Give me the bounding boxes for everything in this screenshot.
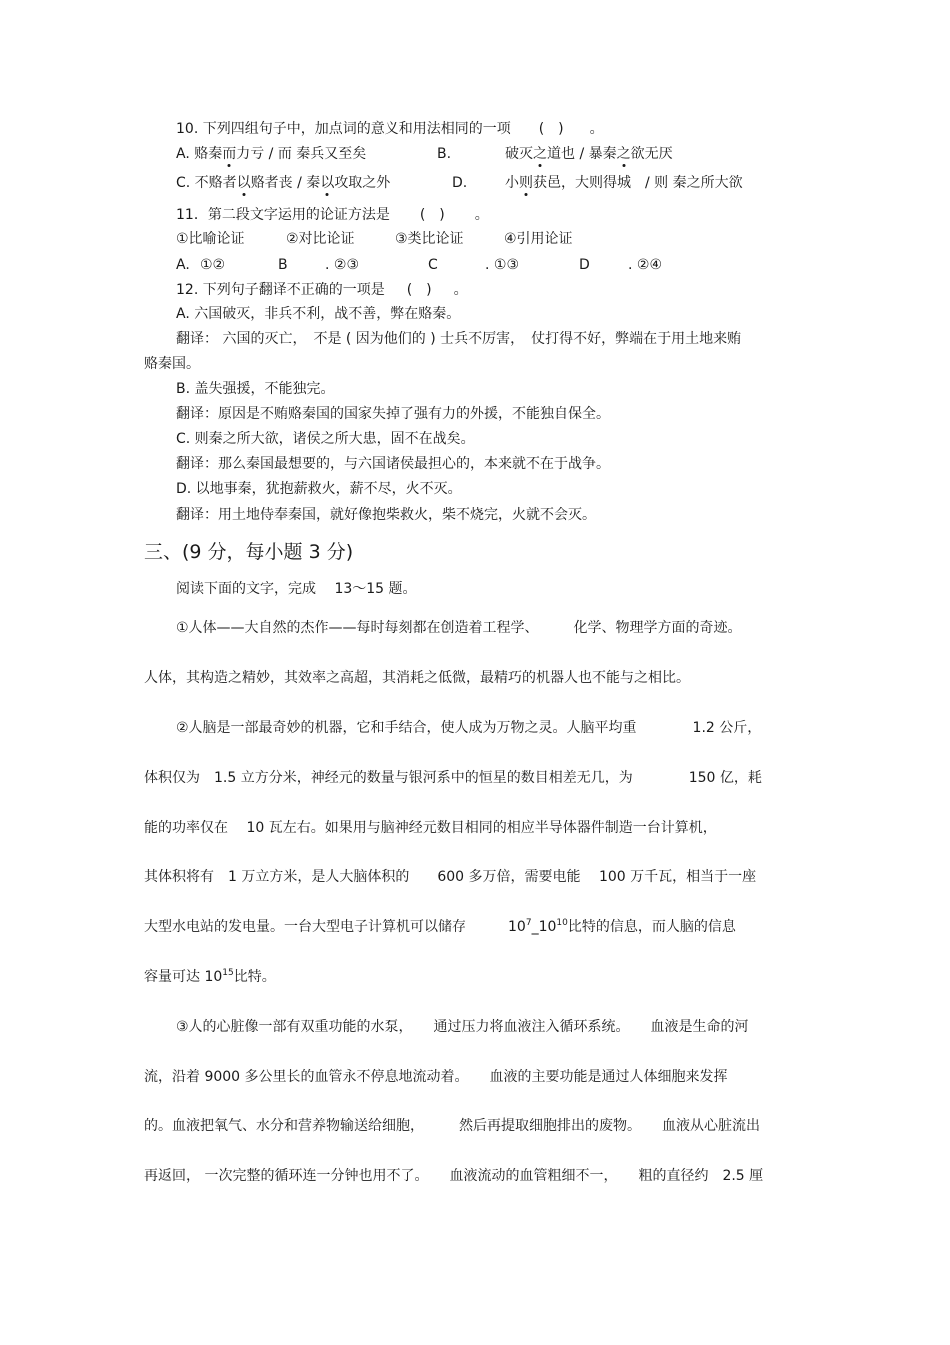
- q10-option-d: 小则获邑，大则得城 / 则 秦之所大欲: [505, 175, 743, 191]
- q11-option-c-value: . ①③: [485, 257, 520, 273]
- q11-option-d-value: . ②④: [628, 257, 663, 273]
- q12-option-c-translation: 翻译：那么秦国最想要的，与六国诸侯最担心的，本来就不在于战争。: [176, 456, 610, 472]
- q12-option-a-translation-cont: 赂秦国。: [144, 356, 200, 372]
- q12-option-b-translation: 翻译：原因是不贿赂秦国的国家失掉了强有力的外援，不能独自保全。: [176, 406, 610, 422]
- q11-option-b-label: B: [278, 257, 288, 273]
- exponent-7: 7: [525, 918, 532, 928]
- passage-p2-line-6: 容量可达 $10^{15}$比特。: [144, 968, 276, 985]
- q11-method-3: ③类比论证: [395, 231, 464, 247]
- passage-p3-line-1: ③人的心脏像一部有双重功能的水泵， 通过压力将血液注入循环系统。 血液是生命的河: [176, 1019, 749, 1035]
- q11-option-a-label: A.: [176, 257, 190, 273]
- q12-option-d-translation: 翻译：用土地侍奉秦国，就好像抱柴救火，柴不烧完，火就不会灭。: [176, 507, 596, 523]
- passage-p2-line-4: 其体积将有 1 万立方米，是人大脑体积的 600 多万倍，需要电能 100 万千瓦，相当于一座: [144, 869, 757, 885]
- passage-p2-line-2: 体积仅为 1.5 立方分米，神经元的数量与银河系中的恒星的数目相差无几，为 150 亿，耗: [144, 770, 762, 786]
- passage-p1-line-2: 人体，其构造之精妙，其效率之高超，其消耗之低微，最精巧的机器人也不能与之相比。: [144, 670, 690, 686]
- exponent-15: 15: [222, 968, 234, 978]
- passage-p3-line-4: 再返回， 一次完整的循环连一分钟也用不了。 血液流动的血管粗细不一， 粗的直径约 2.5 厘: [144, 1168, 764, 1184]
- q11-option-b-value: . ②③: [325, 257, 360, 273]
- q12-option-b: B. 盖失强援，不能独完。: [176, 381, 335, 397]
- q12-option-a-translation: 翻译： 六国的灭亡， 不是 ( 因为他们的 ) 士兵不厉害， 仗打得不好，弊端在于用土地来贿: [176, 331, 742, 347]
- q10-option-b: 破灭之道也 / 暴秦之欲无厌: [505, 146, 673, 162]
- passage-p2-line-1: ②人脑是一部最奇妙的机器，它和手结合，使人成为万物之灵。人脑平均重 1.2 公斤，: [176, 720, 762, 736]
- passage-p3-line-3: 的。血液把氧气、水分和营养物输送给细胞， 然后再提取细胞排出的废物。 血液从心脏流出: [144, 1118, 760, 1134]
- passage-p3-line-2: 流，沿着 9000 多公里长的血管永不停息地流动着。 血液的主要功能是通过人体细胞来发挥: [144, 1069, 728, 1085]
- section-3-heading: 三、(9 分，每小题 3 分): [144, 541, 354, 563]
- q11-method-1: ①比喻论证: [176, 231, 245, 247]
- section-3-instruction: 阅读下面的文字，完成 13～15 题。: [176, 581, 417, 597]
- q11-method-2: ②对比论证: [286, 231, 355, 247]
- passage-p2-line-5: 大型水电站的发电量。一台大型电子计算机可以储存 $10^7\_10^{10}$比特的信息，而人脑的信息: [144, 918, 736, 935]
- q11-method-4: ④引用论证: [504, 231, 573, 247]
- q11-option-c-label: C: [428, 257, 438, 273]
- q10-option-b-label: B.: [437, 146, 452, 162]
- q12-option-d: D. 以地事秦，犹抱薪救火，薪不尽，火不灭。: [176, 481, 462, 497]
- passage-p1-line-1: ①人体——大自然的杰作——每时每刻都在创造着工程学、 化学、物理学方面的奇迹。: [176, 620, 742, 636]
- q10-option-c: C. 不赂者以赂者丧 / 秦以攻取之外: [176, 175, 391, 191]
- q11-option-d-label: D: [579, 257, 590, 273]
- q10-option-d-label: D.: [452, 175, 468, 191]
- q11-stem: 11．第二段文字运用的论证方法是 ( ) 。: [176, 207, 489, 223]
- q12-option-c: C. 则秦之所大欲，诸侯之所大患，固不在战矣。: [176, 431, 475, 447]
- q12-option-a: A. 六国破灭，非兵不利，战不善，弊在赂秦。: [176, 306, 461, 322]
- q12-stem: 12. 下列句子翻译不正确的一项是 ( ) 。: [176, 282, 468, 298]
- q11-option-a-value: ①②: [200, 257, 226, 273]
- passage-p2-line-3: 能的功率仅在 10 瓦左右。如果用与脑神经元数目相同的相应半导体器件制造一台计算机，: [144, 820, 717, 836]
- exponent-10: 10: [556, 918, 568, 928]
- q10-option-a: A. 赂秦而力亏 / 而 秦兵又至矣: [176, 146, 367, 162]
- q10-stem: 10. 下列四组句子中，加点词的意义和用法相同的一项 ( ) 。: [176, 121, 604, 137]
